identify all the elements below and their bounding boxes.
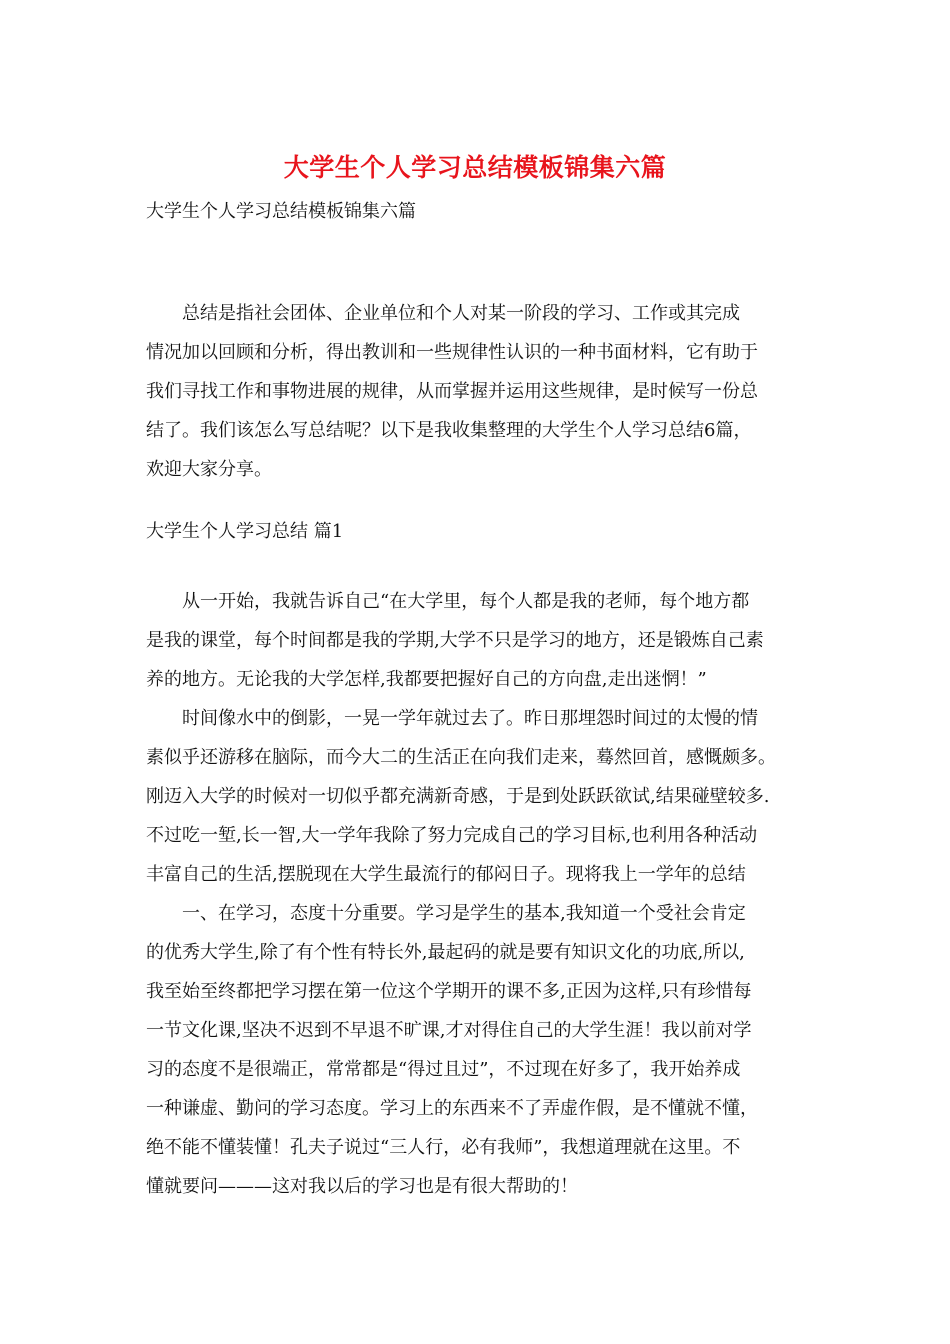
document-subtitle: 大学生个人学习总结模板锦集六篇 xyxy=(146,201,416,222)
section-heading: 大学生个人学习总结 篇1 xyxy=(146,521,344,542)
body-line: 懂就要问———这对我以后的学习也是有很大帮助的！ xyxy=(146,1176,578,1197)
intro-line: 情况加以回顾和分析，得出教训和一些规律性认识的一种书面材料，它有助于 xyxy=(146,342,758,363)
intro-line: 欢迎大家分享。 xyxy=(146,459,272,480)
body-line: 养的地方。无论我的大学怎样,我都要把握好自己的方向盘,走出迷惘！” xyxy=(146,669,707,690)
body-line: 素似乎还游移在脑际，而今大二的生活正在向我们走来，蓦然回首，感慨颇多。 xyxy=(146,747,776,768)
body-line: 刚迈入大学的时候对一切似乎都充满新奇感，于是到处跃跃欲试,结果碰壁较多. xyxy=(146,786,770,807)
body-line: 是我的课堂，每个时间都是我的学期,大学不只是学习的地方，还是锻炼自己素 xyxy=(146,630,764,651)
body-line: 一、在学习，态度十分重要。学习是学生的基本,我知道一个受社会肯定 xyxy=(146,903,746,924)
intro-line: 我们寻找工作和事物进展的规律，从而掌握并运用这些规律，是时候写一份总 xyxy=(146,381,758,402)
body-line: 绝不能不懂装懂！孔夫子说过“三人行，必有我师”，我想道理就在这里。不 xyxy=(146,1137,741,1158)
body-line: 时间像水中的倒影，一晃一学年就过去了。昨日那埋怨时间过的太慢的情 xyxy=(146,708,758,729)
body-line: 一种谦虚、勤问的学习态度。学习上的东西来不了弄虚作假，是不懂就不懂， xyxy=(146,1098,758,1119)
body-line: 习的态度不是很端正，常常都是“得过且过”，不过现在好多了，我开始养成 xyxy=(146,1059,741,1080)
intro-line: 结了。我们该怎么写总结呢？以下是我收集整理的大学生个人学习总结6篇， xyxy=(146,420,752,441)
body-line: 的优秀大学生,除了有个性有特长外,最起码的就是要有知识文化的功底,所以, xyxy=(146,942,745,963)
intro-paragraph xyxy=(146,294,812,489)
body-line: 从一开始，我就告诉自己“在大学里，每个人都是我的老师，每个地方都 xyxy=(146,591,750,612)
body-line: 我至始至终都把学习摆在第一位这个学期开的课不多,正因为这样,只有珍惜每 xyxy=(146,981,752,1002)
section-body xyxy=(146,582,812,1206)
body-line: 不过吃一堑,长一智,大一学年我除了努力完成自己的学习目标,也利用各种活动 xyxy=(146,825,758,846)
document-title: 大学生个人学习总结模板锦集六篇 xyxy=(283,153,667,182)
body-line: 一节文化课,坚决不迟到不早退不旷课,才对得住自己的大学生涯！我以前对学 xyxy=(146,1020,752,1041)
intro-line: 总结是指社会团体、企业单位和个人对某一阶段的学习、工作或其完成 xyxy=(146,303,740,324)
body-line: 丰富自己的生活,摆脱现在大学生最流行的郁闷日子。现将我上一学年的总结 xyxy=(146,864,746,885)
